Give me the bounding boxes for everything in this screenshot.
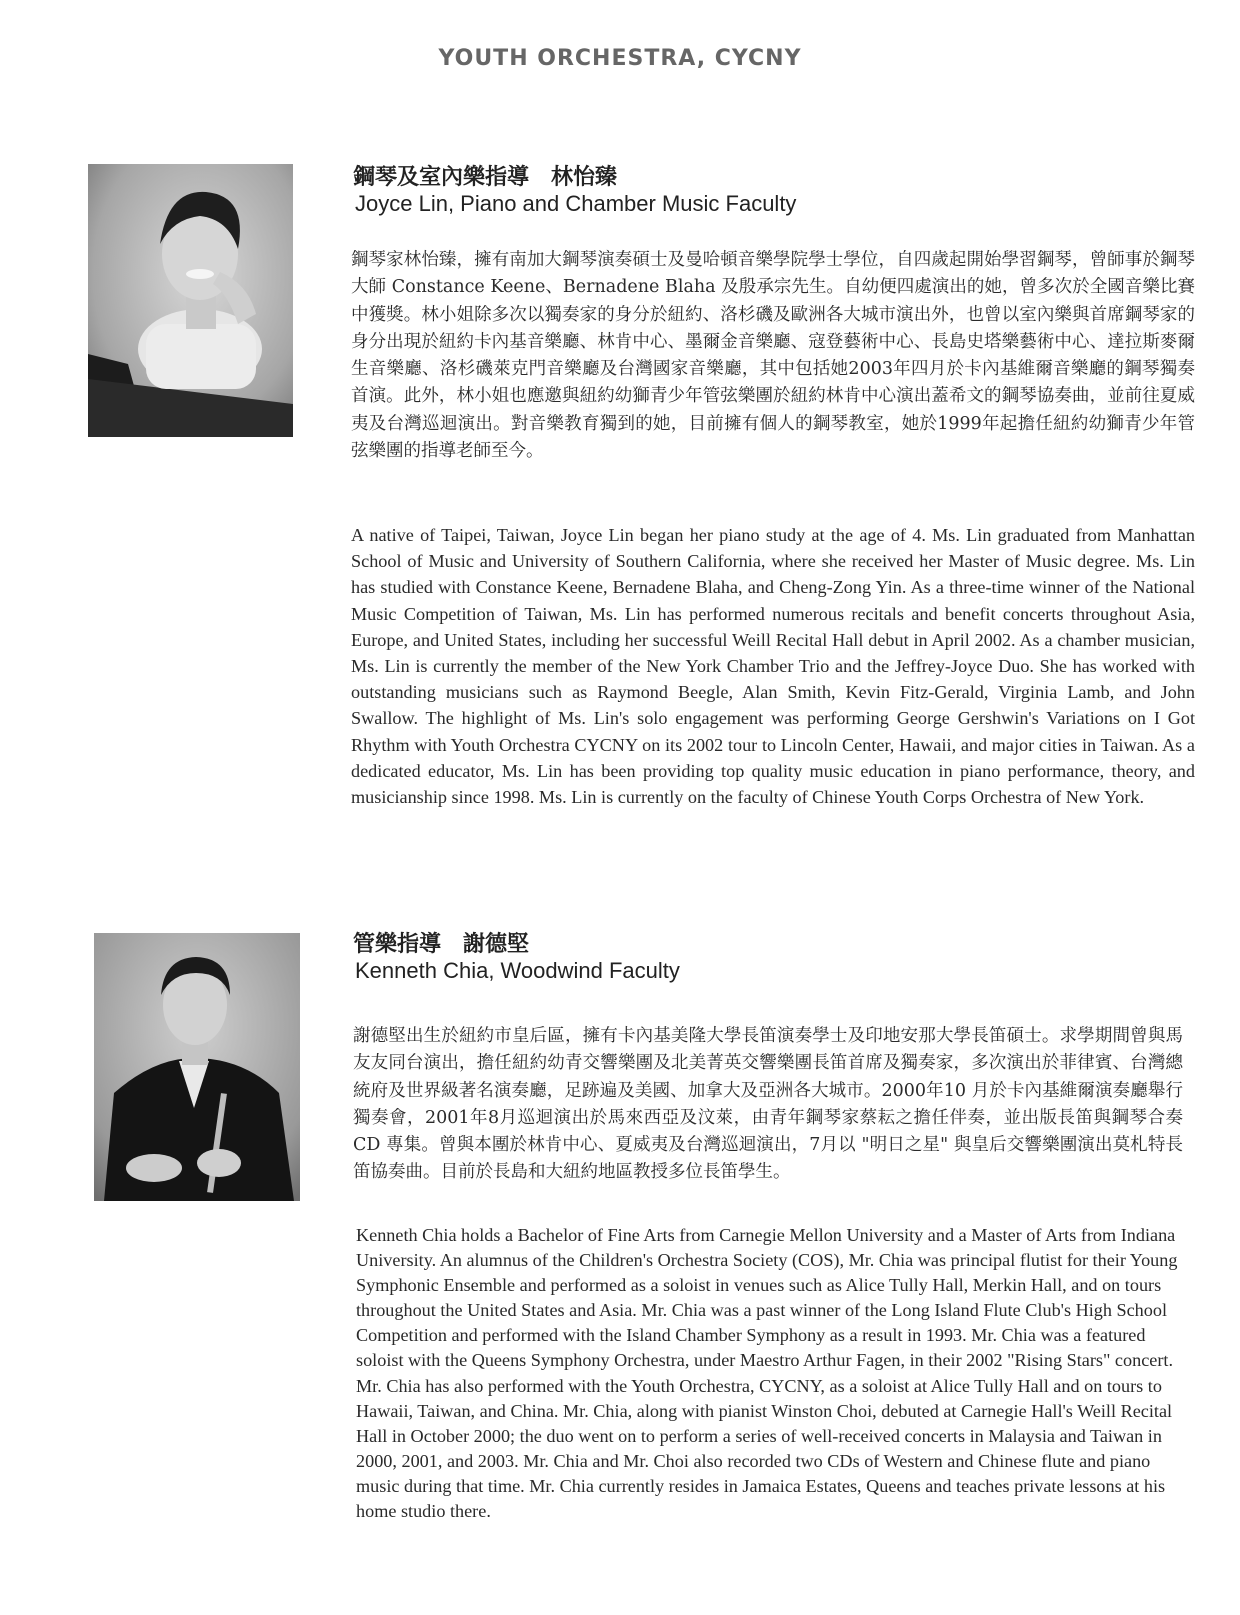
portrait-photo-joyce-lin	[88, 164, 293, 437]
bio-en-joyce-lin: A native of Taipei, Taiwan, Joyce Lin began her piano study at the age of 4. Ms. Lin graduated from Manhattan School of Music and University of Southern California, where she received her Master of Music degree. Ms. Lin has studied with Constance Keene, Bernadene Blaha, and Cheng-Zong Yin. As a three-time winner of the National Music Competition of Taiwan, Ms. Lin has performed numerous recitals and benefit concerts throughout Asia, Europe, and United States, including her successful Weill Recital Hall debut in April 2002. As a chamber musician, Ms. Lin is currently the member of the New York Chamber Trio and the Jeffrey-Joyce Duo. She has worked with outstanding musicians such as Raymond Beegle, Alan Smith, Kevin Fitz-Gerald, Virginia Lamb, and John Swallow. The highlight of Ms. Lin's solo engagement was performing George Gershwin's Variations on I Got Rhythm with Youth Orchestra CYCNY on its 2002 tour to Lincoln Center, Hawaii, and major cities in Taiwan. As a dedicated educator, Ms. Lin has been providing top quality music education in piano performance, theory, and musicianship since 1998. Ms. Lin is currently on the faculty of Chinese Youth Corps Orchestra of New York.	[351, 525, 1195, 808]
section-title-zh-joyce-lin: 鋼琴及室內樂指導 林怡臻	[353, 165, 618, 190]
section-title-zh-kenneth-chia: 管樂指導 謝德堅	[353, 932, 530, 957]
bio-en-kenneth-chia: Kenneth Chia holds a Bachelor of Fine Arts from Carnegie Mellon University and a Master of Arts from Indiana University. An alumnus of the Children's Orchestra Society (COS), Mr. Chia was principal flutist for their Young Symphonic Ensemble and performed as a soloist in venues such as Alice Tully Hall, Merkin Hall, and on tours throughout the United States and Asia. Mr. Chia was a past winner of the Long Island Flute Club's High School Competition and performed with the Island Chamber Symphony as a result in 1993. Mr. Chia was a featured soloist with the Queens Symphony Orchestra, under Maestro Arthur Fagen, in their 2002 "Rising Stars" concert. Mr. Chia has also performed with the Youth Orchestra, CYCNY, as a soloist at Alice Tully Hall and on tours to Hawaii, Taiwan, and China. Mr. Chia, along with pianist Winston Choi, debuted at Carnegie Hall's Weill Recital Hall in October 2000; the duo went on to perform a series of well-received concerts in Malaysia and Taiwan in 2000, 2001, and 2003. Mr. Chia and Mr. Choi also recorded two CDs of Western and Chinese flute and piano music during that time. Mr. Chia currently resides in Jamaica Estates, Queens and teaches private lessons at his home studio there.	[356, 1225, 1178, 1522]
bio-zh-joyce-lin: 鋼琴家林怡臻，擁有南加大鋼琴演奏碩士及曼哈頓音樂學院學士學位，自四歲起開始學習鋼琴，曾師事於鋼琴大師 Constance Keene、Bernadene Blaha 及殷承宗先生。自幼便四處演出的她，曾多次於全國音樂比賽中獲獎。林小姐除多次以獨奏家的身分於紐約、洛杉磯及歐洲各大城市演出外，也曾以室內樂與首席鋼琴家的身分出現於紐約卡內基音樂廳、林肯中心、墨爾金音樂廳、寇登藝術中心、長島史塔樂藝術中心、達拉斯麥爾生音樂廳、洛杉磯萊克門音樂廳及台灣國家音樂廳，其中包括她2003年四月於卡內基維爾音樂廳的鋼琴獨奏首演。此外，林小姐也應邀與紐約幼獅青少年管弦樂團於紐約林肯中心演出蓋希文的鋼琴協奏曲，並前往夏威夷及台灣巡迴演出。對音樂教育獨到的她，目前擁有個人的鋼琴教室，她於1999年起擔任紐約幼獅青少年管弦樂團的指導老師至今。	[351, 250, 1195, 462]
portrait-photo-kenneth-chia	[94, 933, 300, 1201]
section-title-en-joyce-lin: Joyce Lin, Piano and Chamber Music Faculty	[355, 191, 797, 216]
page-header: YOUTH ORCHESTRA, CYCNY	[438, 46, 802, 71]
bio-zh-kenneth-chia: 謝德堅出生於紐約市皇后區，擁有卡內基美隆大學長笛演奏學士及印地安那大學長笛碩士。求學期間曾與馬友友同台演出，擔任紐約幼青交響樂團及北美菁英交響樂團長笛首席及獨奏家，多次演出於菲律賓、台灣總統府及世界級著名演奏廳，足跡遍及美國、加拿大及亞洲各大城市。2000年10 月於卡內基維爾演奏廳舉行獨奏會，2001年8月巡迴演出於馬來西亞及汶萊，由青年鋼琴家蔡耘之擔任伴奏，並出版長笛與鋼琴合奏 CD 專集。曾與本團於林肯中心、夏威夷及台灣巡迴演出，7月以 "明日之星" 與皇后交響樂團演出莫札特長笛協奏曲。目前於長島和大紐約地區教授多位長笛學生。	[353, 1026, 1183, 1183]
section-title-en-kenneth-chia: Kenneth Chia, Woodwind Faculty	[355, 958, 680, 983]
